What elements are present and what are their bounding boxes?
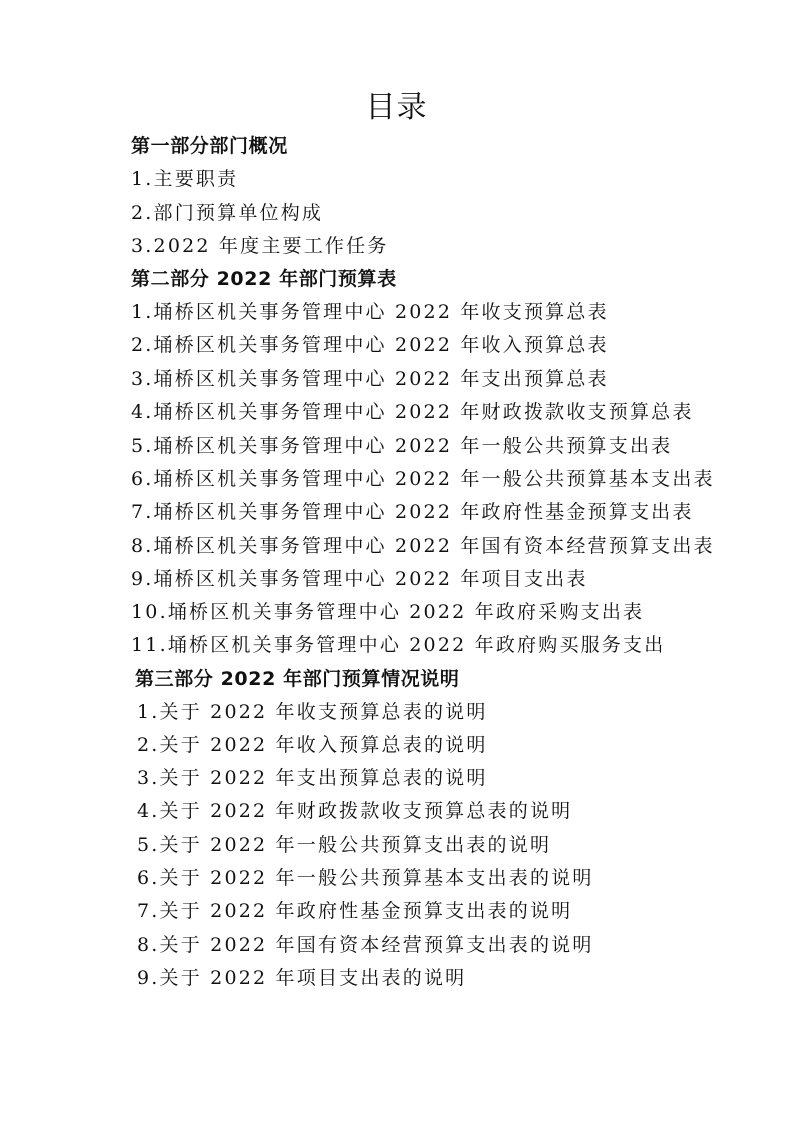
toc-item: 3.2022 年度主要工作任务 bbox=[131, 235, 389, 257]
toc-item: 3.埇桥区机关事务管理中心 2022 年支出预算总表 bbox=[131, 368, 609, 390]
toc-item: 6.埇桥区机关事务管理中心 2022 年一般公共预算基本支出表 bbox=[131, 468, 715, 490]
section-heading: 第三部分 2022 年部门预算情况说明 bbox=[135, 668, 460, 690]
toc-item: 11.埇桥区机关事务管理中心 2022 年政府购买服务支出 bbox=[131, 634, 666, 656]
page-title: 目录 bbox=[365, 90, 428, 125]
toc-item: 2.关于 2022 年收入预算总表的说明 bbox=[137, 734, 488, 756]
toc-item: 4.关于 2022 年财政拨款收支预算总表的说明 bbox=[137, 800, 573, 822]
toc-item: 1.主要职责 bbox=[131, 168, 239, 190]
toc-item: 2.埇桥区机关事务管理中心 2022 年收入预算总表 bbox=[131, 334, 609, 356]
section-heading: 第一部分部门概况 bbox=[131, 135, 288, 157]
toc-item: 1.关于 2022 年收支预算总表的说明 bbox=[137, 701, 488, 723]
toc-item: 4.埇桥区机关事务管理中心 2022 年财政拨款收支预算总表 bbox=[131, 401, 694, 423]
toc-item: 2.部门预算单位构成 bbox=[131, 202, 324, 224]
toc-item: 7.关于 2022 年政府性基金预算支出表的说明 bbox=[137, 900, 573, 922]
toc-item: 8.埇桥区机关事务管理中心 2022 年国有资本经营预算支出表 bbox=[131, 535, 715, 557]
toc-item: 7.埇桥区机关事务管理中心 2022 年政府性基金预算支出表 bbox=[131, 501, 694, 523]
toc-item: 10.埇桥区机关事务管理中心 2022 年政府采购支出表 bbox=[131, 601, 645, 623]
toc-item: 3.关于 2022 年支出预算总表的说明 bbox=[137, 767, 488, 789]
toc-item: 6.关于 2022 年一般公共预算基本支出表的说明 bbox=[137, 867, 594, 889]
toc-item: 9.埇桥区机关事务管理中心 2022 年项目支出表 bbox=[131, 568, 588, 590]
toc-item: 9.关于 2022 年项目支出表的说明 bbox=[137, 967, 467, 989]
toc-item: 5.埇桥区机关事务管理中心 2022 年一般公共预算支出表 bbox=[131, 435, 673, 457]
toc-item: 8.关于 2022 年国有资本经营预算支出表的说明 bbox=[137, 934, 594, 956]
toc-item: 5.关于 2022 年一般公共预算支出表的说明 bbox=[137, 834, 552, 856]
section-heading: 第二部分 2022 年部门预算表 bbox=[131, 268, 397, 290]
toc-item: 1.埇桥区机关事务管理中心 2022 年收支预算总表 bbox=[131, 301, 609, 323]
